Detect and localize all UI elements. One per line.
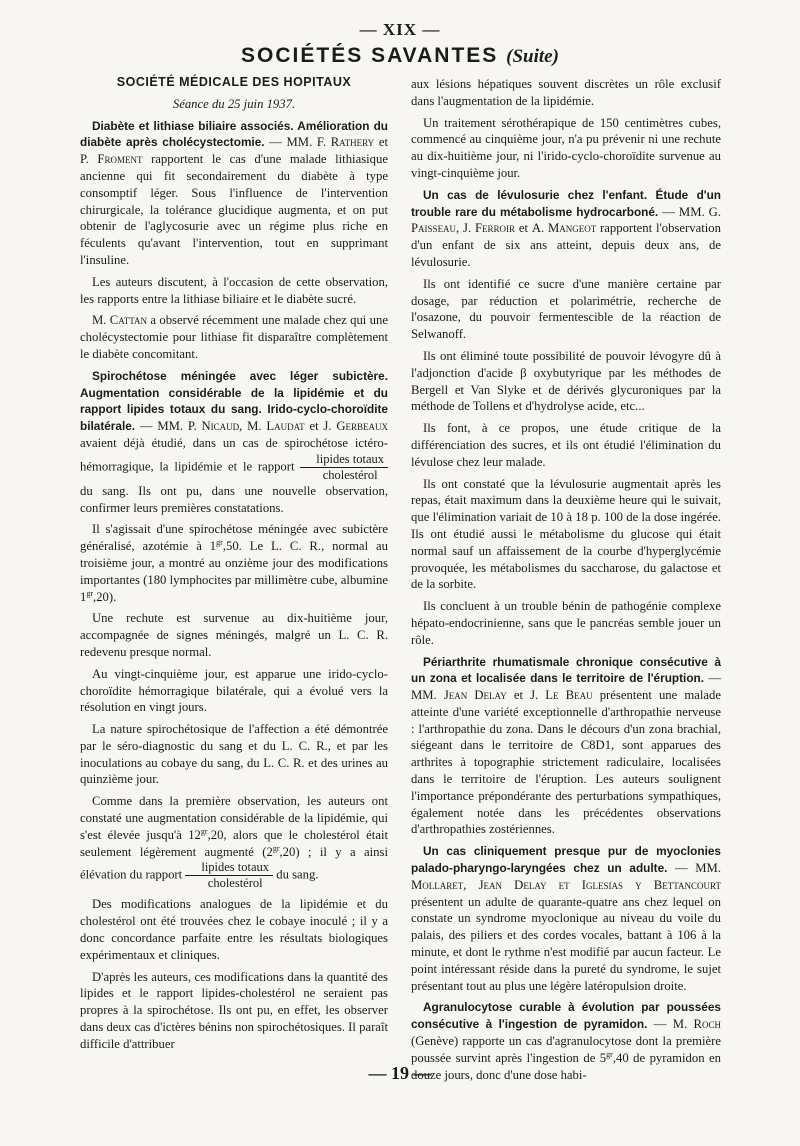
article-title: Diabète et lithiase biliaire associés. Amélioration du diabète après cholécystectomie.: [80, 118, 388, 150]
paragraph: D'après les auteurs, ces modifications dans la quantité des lipides et le rapport lipides-cholestérol ne seraient pas propres à la spirochétose. Ils ont pu, en effet, les observer dans deux cas d'ictères bénins non spirochétosiques. Il paraît difficile d'attribuer: [80, 969, 388, 1051]
paragraph: Comme dans la première observation, les auteurs ont constaté une augmentation considérable de la lipidémie, qui s'est élevée jusqu'à $12^{gr},20$, alors que le cholestérol était seulement légèrement augmenté $(2^{gr},20)$ ; il y a ainsi élévation du rapport $\frac{\text{lipides totaux}}{\text{cholestérol}}$ du sang.: [80, 794, 389, 891]
paragraph: La nature spirochétosique de l'affection a été démontrée par le séro-diagnostic du sang et du L. C. R., et par les inoculations au cobaye du sang, du L. C. R. et des urines au quinzième jour.: [80, 722, 388, 787]
left-column: [80, 74, 388, 1058]
paragraph: M. Cattan a observé récemment une malade chez qui une cholécystectomie pour lithiase fit disparaître complètement le diabète concomitant.: [80, 313, 388, 361]
author: A. Mangeot: [531, 221, 597, 236]
roman-page-number: — XIX —: [359, 20, 441, 39]
paragraph: Ils ont éliminé toute possibilité de pouvoir lévogyre dû à l'adjonction d'acide β oxybutyrique par les méthodes de Bergell et Van Slyke et de dérivés glycuroniques par la méthode de Tollens et d'hydrolyse acide, etc...: [411, 348, 721, 414]
article-agranulocytose: Agranulocytose curable à évolution par poussées consécutive à l'ingestion de pyramidon. — M. Roch (Genève) rapporte un cas d'agranulocytose dont la première poussée survint après l'ingestion de $5^{gr},40$ de pyramidon en douze jours, donc d'une dose habi-: [411, 1000, 721, 1082]
page-number: — 19 —: [368, 1063, 432, 1083]
paragraph: Les auteurs discutent, à l'occasion de cette observation, les rapports entre la lithiase biliaire et le diabète sucré.: [80, 274, 388, 306]
author: J. Gerbeaux: [323, 419, 388, 434]
paragraph: Ils font, à ce propos, une étude critique de la différenciation des sucres, et ils ont étudié l'élimination du lévulose chez leur malade.: [411, 421, 721, 469]
article-title: Un cas cliniquement presque pur de myoclonies palado-pharyngo-laryngées chez un adulte.: [411, 844, 721, 876]
article-periarthrite: Périarthrite rhumatismale chronique consécutive à un zona et localisée dans le territoire de l'éruption. — MM. Jean Delay et J. Le Beau présentent une malade atteinte d'une variété exceptionnelle d'arthropathie nerveuse : l'arthropathie du zona. Dans le décours d'un zona brachial, siégeant dans le territoire de C8D1, sont apparues des arthrites à topographie strictement radiculaire, localisées dans le territoire de l'éruption. Les auteurs soulignent l'importance prépondérante des perturbations sympathiques, également notée dans les précédentes observations d'arthropathies zostériennes.: [411, 654, 722, 837]
author: P. Nicaud, M. Laudat: [187, 419, 305, 434]
paragraph: Une rechute est survenue au dix-huitième jour, accompagnée de signes méningés, malgré un L. C. R. redevenu presque normal.: [80, 611, 388, 659]
paragraph: aux lésions hépatiques souvent discrètes un rôle exclusif dans l'augmentation de la lipidémie.: [411, 77, 721, 108]
article-title: Agranulocytose curable à évolution par poussées consécutive à l'ingestion de pyramidon.: [411, 1000, 721, 1032]
article-myoclonies: Un cas cliniquement presque pur de myoclonies palado-pharyngo-laryngées chez un adulte. — MM. Mollaret, Jean Delay et Iglesias y Bettancourt présentent un adulte de quarante-quatre ans chez lequel on constate un syndrome myoclonique au niveau du voile du palais, des piliers et des cordes vocales, battant à 106 à la minute, et dont le rythme n'est modifié par aucun facteur. Le point intéressant réside dans la pureté du syndrome, le sujet présentant tout au plus une légère latéropulsion droite.: [411, 844, 721, 993]
article-spirochetose: Spirochétose méningée avec léger subictère. Augmentation considérable de la lipidémie et du rapport lipides totaux du sang. Irido-cyclo-choroïdite bilatérale. — MM. P. Nicaud, M. Laudat et J. Gerbeaux avaient déjà étudié, dans un cas de spirochétose ictéro-hémorragique, la lipidémie et le rapport $\frac{\text{lipides totaux}}{\text{cholestérol}}$ du sang. Ils ont pu, dans une nouvelle observation, confirmer leurs premières constatations.: [80, 368, 388, 515]
seance-date: Séance du 25 juin 1937.: [172, 96, 296, 111]
paragraph: Il s'agissait d'une spirochétose méningée avec subictère généralisé, azotémie à $1^{gr},50$. Le L. C. R., normal au troisième jour, a montré au onzième jour des modifications importantes (180 lymphocites par millimètre cube, albumine $1^{gr},20$).: [80, 522, 388, 604]
paragraph: Ils ont identifié ce sucre d'une manière certaine par dosage, par réduction et polarimétrie, recherche de l'osazone, du pouvoir fermentescible de la réaction de Selwanoff.: [411, 276, 721, 342]
author: J. Le Beau: [530, 688, 593, 703]
article-diabete: Diabète et lithiase biliaire associés. Amélioration du diabète après cholécystectomie. — MM. F. Rathery et P. Froment rapportent le cas d'une malade lithiasique ancienne qui fit secondairement du diabète à type consomptif léger. Sous l'influence de l'intervention chirurgicale, la tolérance glucidique augmenta, et on put obtenir de l'aglycosurie avec un régime plus riche en féculents qu'avant l'intervention, tout en supprimant l'insuline.: [80, 118, 388, 267]
paragraph: Ils concluent à un trouble bénin de pathogénie complexe hépato-endocrinienne, sans que le pancréas semble jouer un rôle.: [411, 599, 721, 647]
article-title: Un cas de lévulosurie chez l'enfant. Étude d'un trouble rare du métabolisme hydrocarboné.: [411, 187, 721, 219]
paragraph: Un traitement sérothérapique de 150 centimètres cubes, commencé au cinquième jour, n'a pu prévenir ni une rechute au dix-huitième jour, ni l'irido-cyclo-choroïdite survenue au vingt-cinquième jour.: [411, 115, 721, 180]
title-main: SOCIÉTÉS SAVANTES: [241, 44, 499, 67]
author: F. Rathery: [316, 135, 375, 150]
author: Jean Delay: [443, 688, 507, 703]
lipid-ratio: $\frac{\text{lipides totaux}}{\text{cholestérol}}$: [185, 860, 273, 891]
title-suffix: (Suite): [506, 46, 559, 67]
lipid-ratio: $\frac{\text{lipides totaux}}{\text{cholestérol}}$: [300, 452, 388, 483]
author: Mollaret, Jean Delay et Iglesias y Bettancourt: [411, 877, 721, 892]
author: M. Cattan: [92, 313, 148, 328]
article-title: Périarthrite rhumatismale chronique consécutive à un zona et localisée dans le territoire de l'éruption.: [411, 654, 721, 686]
society-heading: SOCIÉTÉ MÉDICALE DES HOPITAUX: [116, 75, 352, 89]
paragraph: Ils ont constaté que la lévulosurie augmentait après les repas, était maximum dans la deuxième heure qui le suivait, que l'élimination variait de 10 à 18 p. 100 de la dose ingérée. Ils ont étudié aussi le métabolisme du glucose qui était normal sauf un affaissement de la courbe d'hyperglycémie provoquée, les métabolismes du saccharose, du galactose et de la sorbite.: [411, 476, 721, 592]
author: P. Froment: [80, 152, 143, 167]
author: Roch: [693, 1017, 721, 1032]
paragraph: Des modifications analogues de la lipidémie et du cholestérol ont été trouvées chez le cobaye inoculé ; il y a donc concordance parfaite entre les résultats biologiques expérimentaux et cliniques.: [80, 897, 388, 962]
right-column: [411, 76, 721, 1088]
article-levulosurie: Un cas de lévulosurie chez l'enfant. Étude d'un trouble rare du métabolisme hydrocarboné. — MM. G. Paisseau, J. Ferroir et A. Mangeot rapportent l'observation d'un enfant de six ans atteint, depuis deux ans, de lévulosurie.: [411, 187, 722, 269]
section-title: [0, 44, 800, 68]
paragraph: Au vingt-cinquième jour, est apparue une irido-cyclo-choroïdite hémorragique bilatérale, qui a évolué vers la résolution en vingt jours.: [80, 666, 388, 715]
article-title: Spirochétose méningée avec léger subictère. Augmentation considérable de la lipidémie et du rapport lipides totaux du sang. Irido-cyclo-choroïdite bilatérale.: [80, 368, 388, 434]
author: G. Paisseau, J. Ferroir: [411, 204, 722, 236]
